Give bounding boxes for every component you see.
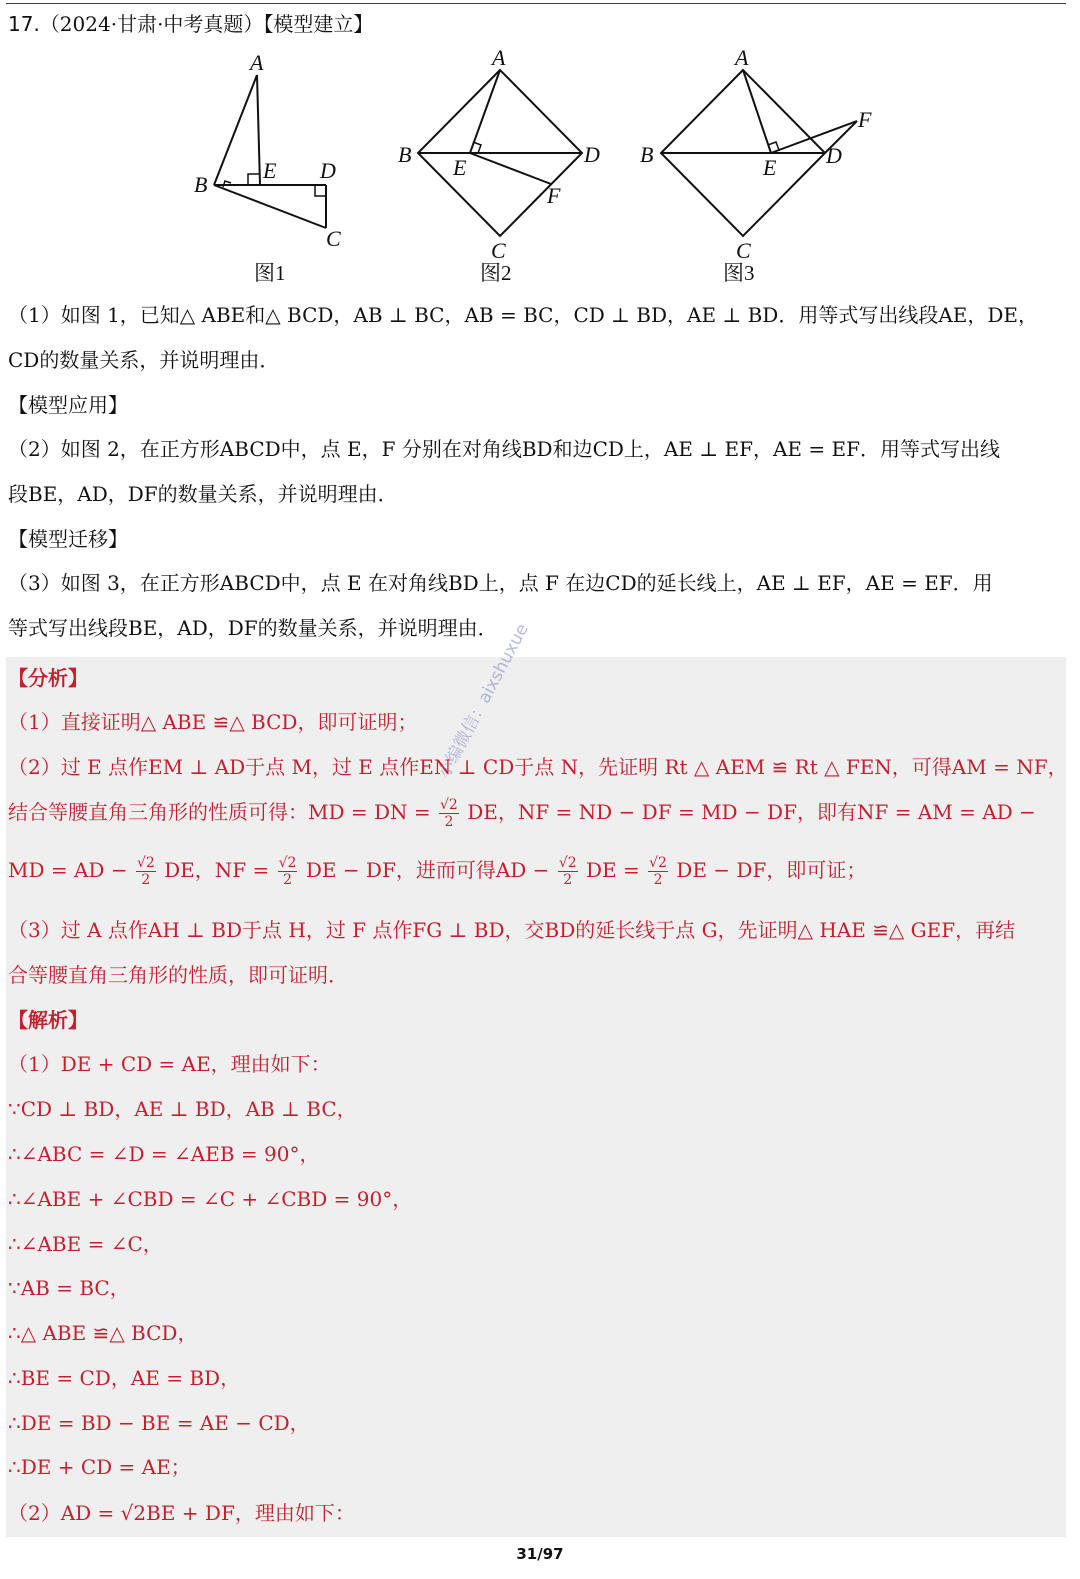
solution-line: ∵CD ⊥ BD，AE ⊥ BD，AB ⊥ BC， bbox=[8, 1097, 357, 1121]
solution-line: ∴△ ABE ≌△ BCD， bbox=[8, 1321, 198, 1345]
fig2-label-e: E bbox=[453, 155, 467, 180]
figure-1 bbox=[214, 75, 326, 228]
figure-2 bbox=[418, 70, 582, 236]
section-model-apply: 【模型应用】 bbox=[8, 393, 128, 417]
fig1-label-d: D bbox=[320, 158, 336, 183]
analysis-2-line-3-b: DE，NF = bbox=[164, 858, 270, 882]
solution-line: （1）DE + CD = AE，理由如下： bbox=[8, 1052, 331, 1076]
analysis-3-line-1: （3）过 A 点作AH ⊥ BD于点 H，过 F 点作FG ⊥ BD，交BD的延长线于点 G，先证明△ HAE ≌△ GEF，再结 bbox=[8, 918, 1016, 942]
analysis-title: 【分析】 bbox=[8, 666, 88, 690]
frac-num: √2 bbox=[649, 855, 667, 871]
sqrt2-over-2 bbox=[558, 855, 578, 888]
analysis-2-line-3 bbox=[8, 854, 866, 888]
fig3-caption: 图3 bbox=[723, 261, 755, 285]
frac-num: √2 bbox=[278, 855, 297, 871]
question-1-line-1: （1）如图 1，已知△ ABE和△ BCD，AB ⊥ BC，AB = BC，CD ⊥ BD，AE ⊥ BD．用等式写出线段AE，DE， bbox=[8, 303, 1039, 327]
frac-den: 2 bbox=[653, 872, 663, 888]
fig3-label-f: F bbox=[858, 107, 872, 132]
fig3-label-e: E bbox=[763, 155, 777, 180]
solution-line: ∴DE + CD = AE； bbox=[8, 1455, 191, 1479]
analysis-2-line-3-e: DE − DF，即可证； bbox=[676, 858, 867, 882]
analysis-2-line-3-d: DE = bbox=[586, 858, 640, 882]
solution-line: ∴DE = BD − BE = AE − CD， bbox=[8, 1411, 310, 1435]
analysis-2-line-2-b: DE，NF = ND − DF = MD − DF，即有NF = AM = AD − bbox=[467, 800, 1036, 824]
solution-line: ∴∠ABC = ∠D = ∠AEB = 90°， bbox=[8, 1142, 320, 1166]
fig1-caption: 图1 bbox=[254, 261, 286, 285]
fig2-caption: 图2 bbox=[480, 261, 512, 285]
fig1-label-e: E bbox=[263, 158, 277, 183]
fig3-label-a: A bbox=[735, 45, 749, 70]
sqrt2-over-2 bbox=[136, 855, 156, 888]
sqrt2-over-2 bbox=[648, 855, 668, 888]
solution-title: 【解析】 bbox=[8, 1008, 88, 1032]
watermark: 小编微信：aixshuxue bbox=[434, 620, 533, 782]
problem-source: （2024·甘肃·中考真题） bbox=[39, 12, 264, 36]
solution-line: （2）AD = √2BE + DF，理由如下： bbox=[8, 1501, 355, 1525]
solution-line: ∴∠ABE + ∠CBD = ∠C + ∠CBD = 90°， bbox=[8, 1187, 413, 1211]
sqrt2-over-2 bbox=[439, 797, 459, 830]
fig2-label-d: D bbox=[584, 142, 600, 167]
analysis-2-line-2-a: 结合等腰直角三角形的性质可得：MD = DN = bbox=[8, 800, 431, 824]
frac-num: √2 bbox=[136, 855, 155, 871]
fig2-label-c: C bbox=[491, 238, 506, 263]
section-model-transfer: 【模型迁移】 bbox=[8, 527, 128, 551]
fig3-label-c: C bbox=[736, 238, 751, 263]
analysis-3-line-2: 合等腰直角三角形的性质，即可证明． bbox=[8, 963, 348, 987]
question-3-line-1: （3）如图 3，在正方形ABCD中，点 E 在对角线BD上，点 F 在边CD的延长线上，AE ⊥ EF，AE = EF．用 bbox=[8, 571, 993, 595]
question-2-line-2: 段BE，AD，DF的数量关系，并说明理由． bbox=[8, 482, 398, 506]
fig3-label-b: B bbox=[640, 142, 654, 167]
frac-den: 2 bbox=[283, 872, 293, 888]
fig1-label-b: B bbox=[194, 172, 208, 197]
fig3-label-d: D bbox=[826, 143, 842, 168]
solution-line: ∴BE = CD，AE = BD， bbox=[8, 1366, 241, 1390]
question-2-line-1: （2）如图 2，在正方形ABCD中，点 E，F 分别在对角线BD和边CD上，AE ⊥ EF，AE = EF．用等式写出线 bbox=[8, 437, 1000, 461]
solution-line: ∵AB = BC， bbox=[8, 1276, 130, 1300]
figures bbox=[0, 0, 1080, 300]
frac-num: √2 bbox=[558, 855, 577, 871]
analysis-2-line-3-a: MD = AD − bbox=[8, 858, 128, 882]
frac-den: 2 bbox=[444, 814, 454, 830]
frac-den: 2 bbox=[563, 872, 573, 888]
page-number: 31/97 bbox=[516, 1545, 564, 1563]
analysis-2-line-2 bbox=[8, 796, 1036, 830]
problem-number: 17. bbox=[8, 12, 40, 36]
fig1-label-a: A bbox=[250, 50, 264, 75]
analysis-2-line-1: （2）过 E 点作EM ⊥ AD于点 M，过 E 点作EN ⊥ CD于点 N，先证明 Rt △ AEM ≌ Rt △ FEN，可得AM = NF， bbox=[8, 755, 1068, 779]
question-3-line-2: 等式写出线段BE，AD，DF的数量关系，并说明理由． bbox=[8, 616, 498, 640]
question-1-line-2: CD的数量关系，并说明理由． bbox=[8, 348, 280, 372]
fig2-label-b: B bbox=[398, 142, 412, 167]
solution-line: ∴∠ABE = ∠C， bbox=[8, 1232, 163, 1256]
frac-den: 2 bbox=[141, 872, 151, 888]
frac-num: √2 bbox=[440, 797, 458, 813]
fig2-label-a: A bbox=[492, 45, 506, 70]
analysis-2-line-3-c: DE − DF，进而可得AD − bbox=[305, 858, 550, 882]
fig2-label-f: F bbox=[547, 183, 561, 208]
analysis-1: （1）直接证明△ ABE ≌△ BCD，即可证明； bbox=[8, 710, 418, 734]
problem-tag: 【模型建立】 bbox=[263, 12, 374, 36]
sqrt2-over-2 bbox=[278, 855, 298, 888]
fig1-label-c: C bbox=[326, 226, 341, 251]
